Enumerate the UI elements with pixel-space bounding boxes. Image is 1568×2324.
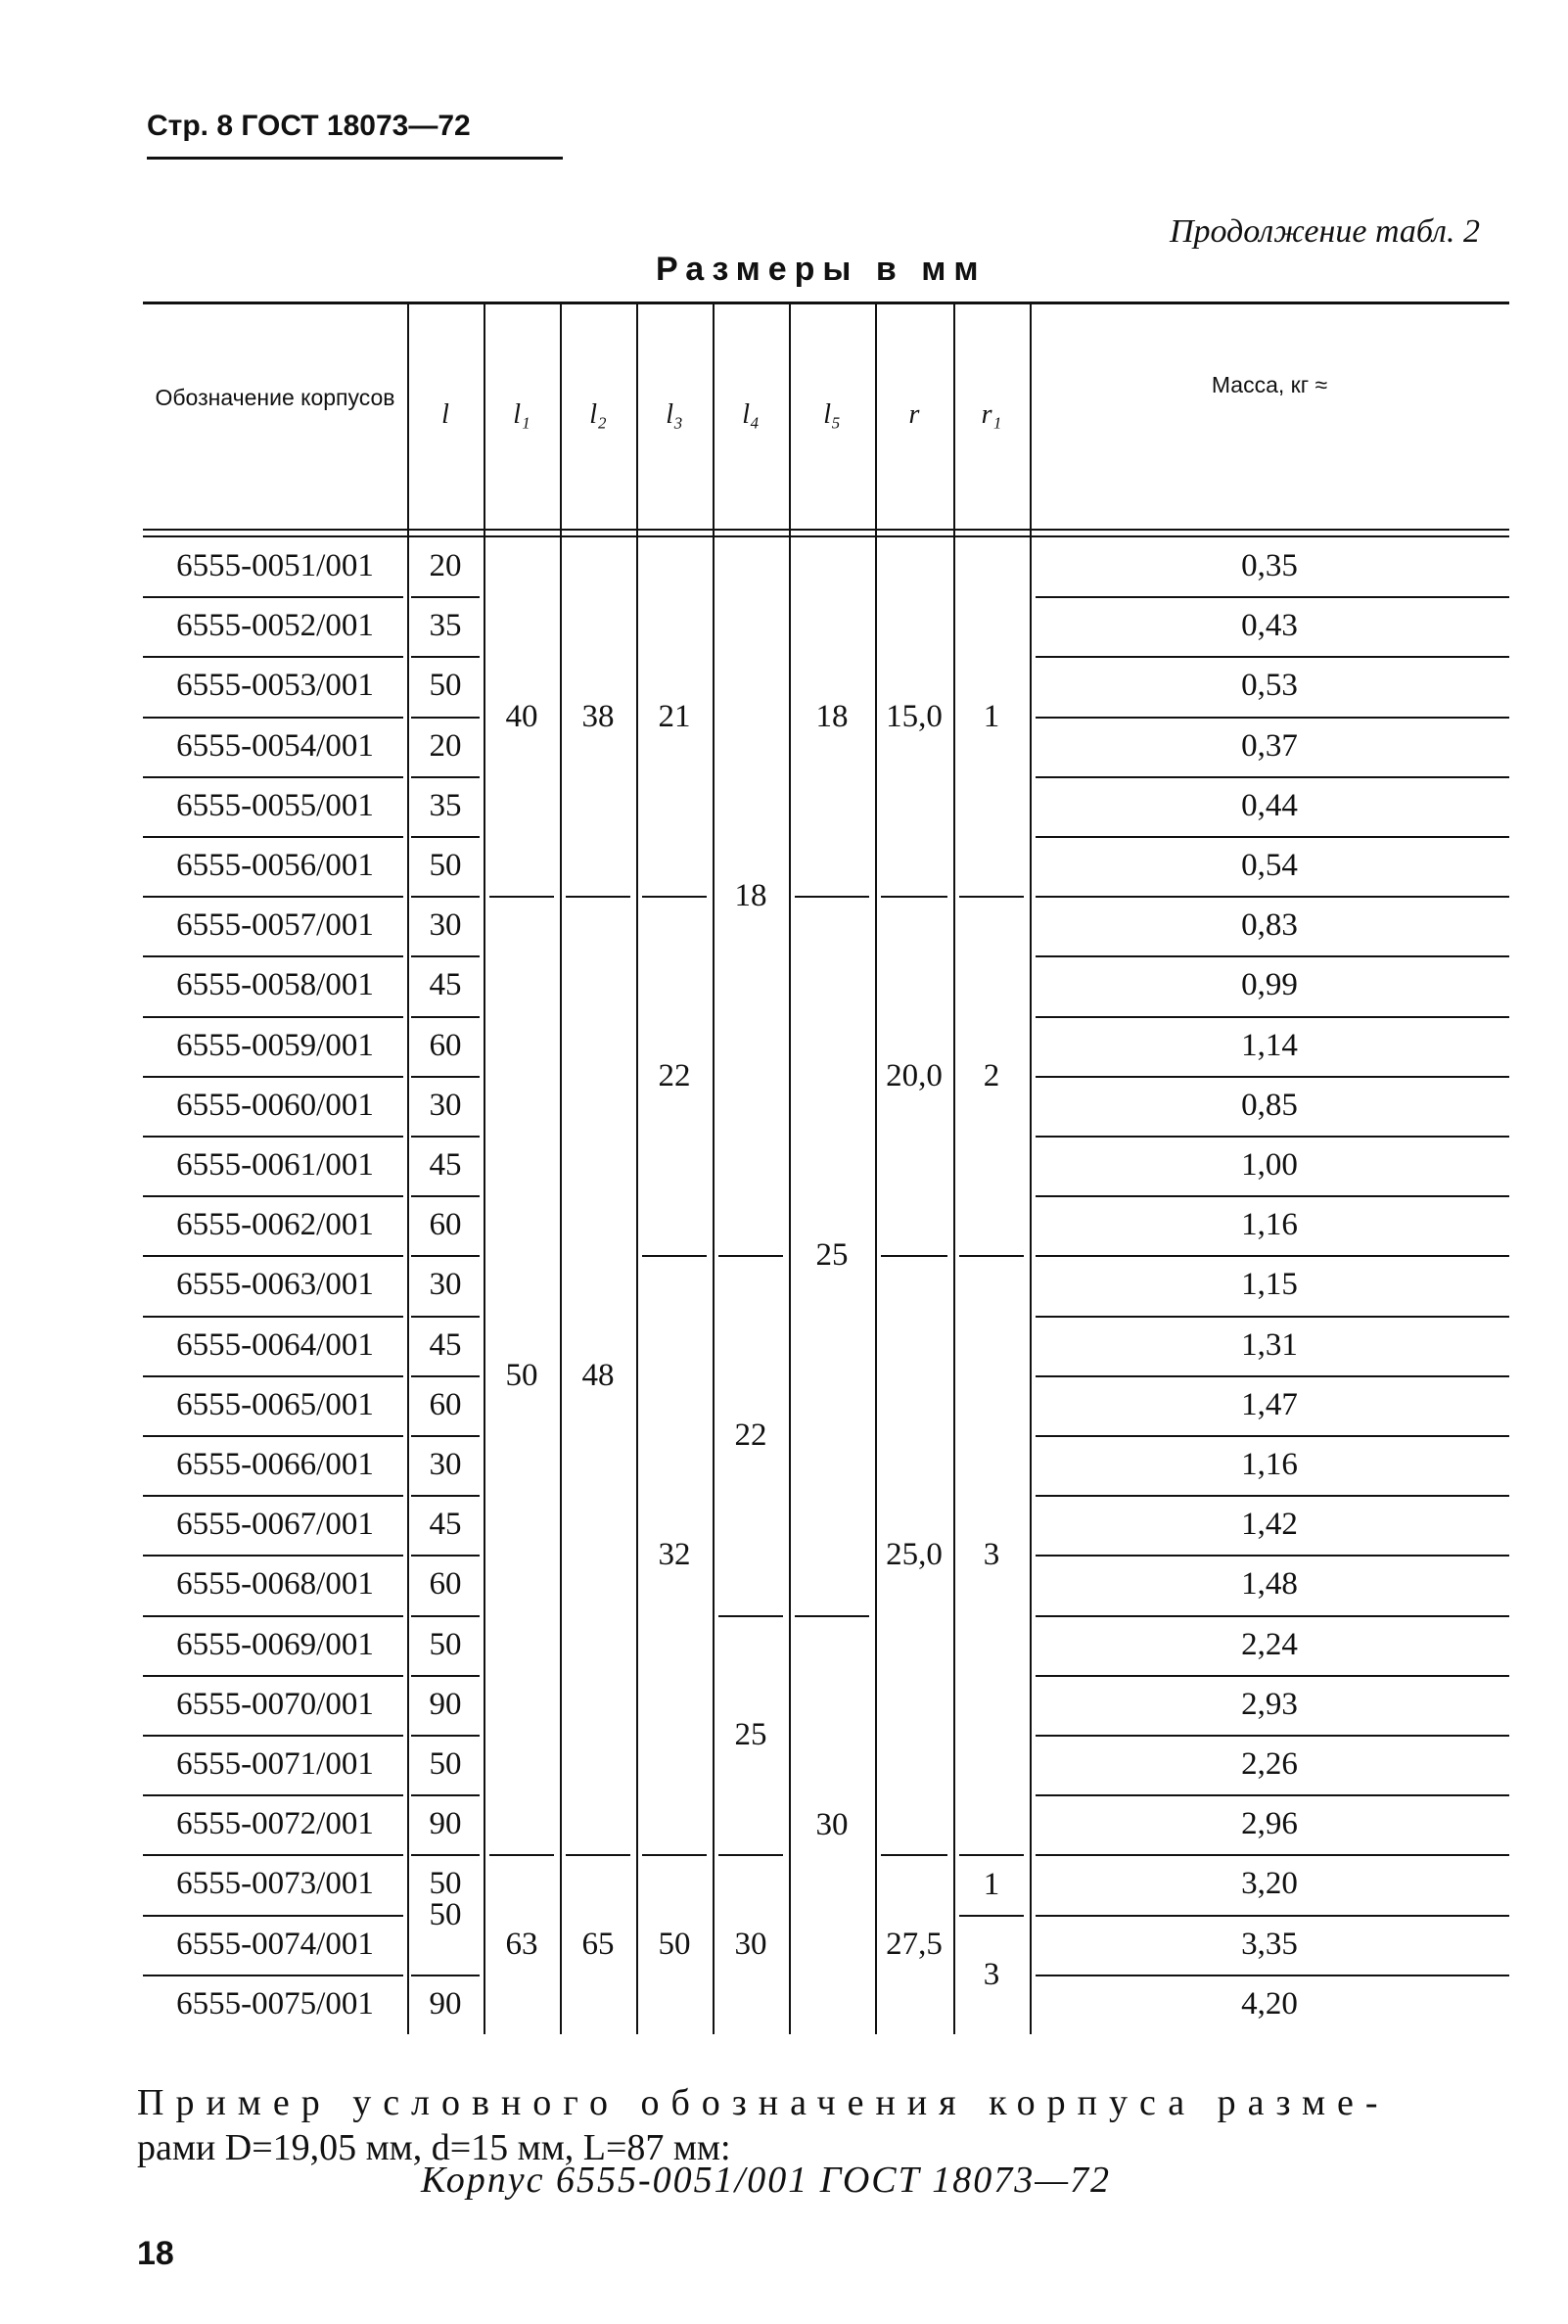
example-designation: Корпус 6555-0051/001 ГОСТ 18073—72 xyxy=(421,2160,1112,2201)
row-rule xyxy=(1036,1975,1509,1976)
row-rule xyxy=(143,1495,403,1497)
table-row-designation: 6555-0072/001 xyxy=(176,1806,374,1842)
table-top-rule xyxy=(143,302,1509,304)
table-row-designation: 6555-0060/001 xyxy=(176,1087,374,1123)
table-group-l3: 21 xyxy=(658,698,691,734)
row-rule xyxy=(143,1555,403,1557)
table-row-mass: 0,99 xyxy=(1241,967,1298,1003)
table-group-l5: 25 xyxy=(815,1237,849,1274)
column-header-l2: l₂ xyxy=(589,399,607,430)
table-group-r: 15,0 xyxy=(886,698,943,734)
row-rule xyxy=(1036,596,1509,598)
table-row-designation: 6555-0051/001 xyxy=(176,548,374,583)
row-rule xyxy=(143,1735,403,1737)
row-rule xyxy=(143,1675,403,1677)
group-rule xyxy=(566,896,630,898)
group-rule xyxy=(959,1915,1024,1917)
column-divider xyxy=(636,303,638,2034)
table-row-l: 45 xyxy=(429,1507,462,1543)
table-group-r1: 1 xyxy=(983,698,1000,734)
table-row-l: 30 xyxy=(429,907,462,944)
row-rule xyxy=(411,1675,480,1677)
row-rule xyxy=(1036,1195,1509,1197)
table-group-l4: 25 xyxy=(734,1717,767,1752)
table-group-l2: 48 xyxy=(581,1357,615,1393)
group-rule xyxy=(881,896,947,898)
table-group-l3: 50 xyxy=(658,1927,691,1963)
group-rule xyxy=(795,1615,869,1617)
row-rule xyxy=(1036,1675,1509,1677)
header-rule xyxy=(147,157,563,160)
row-rule xyxy=(143,1794,403,1796)
table-row-designation: 6555-0070/001 xyxy=(176,1686,374,1722)
table-row-mass: 2,93 xyxy=(1241,1686,1298,1722)
table-row-l: 35 xyxy=(429,787,462,823)
table-row-mass: 0,53 xyxy=(1241,668,1298,704)
page-header: Стр. 8 ГОСТ 18073—72 xyxy=(147,110,471,142)
table-row-mass: 1,47 xyxy=(1241,1386,1298,1422)
table-group-l1: 63 xyxy=(505,1927,538,1963)
table-row-mass: 0,44 xyxy=(1241,787,1298,823)
row-rule xyxy=(143,1615,403,1617)
row-rule xyxy=(1036,656,1509,658)
table-row-designation: 6555-0067/001 xyxy=(176,1507,374,1543)
row-rule xyxy=(411,1794,480,1796)
row-rule xyxy=(1036,1435,1509,1437)
column-header-l: l xyxy=(441,399,449,430)
table-group-r1: 3 xyxy=(983,1537,1000,1573)
table-group-l1: 40 xyxy=(505,698,538,734)
row-rule xyxy=(411,1555,480,1557)
table-merged-l: 50 xyxy=(429,1896,462,1932)
column-header-l5: l₅ xyxy=(823,399,841,430)
table-row-mass: 1,48 xyxy=(1241,1566,1298,1603)
row-rule xyxy=(1036,1136,1509,1138)
header-bottom-rule xyxy=(143,535,1509,537)
table-row-mass: 0,85 xyxy=(1241,1087,1298,1123)
row-rule xyxy=(411,776,480,778)
row-rule xyxy=(1036,1316,1509,1318)
table-group-l5: 30 xyxy=(815,1806,849,1842)
row-rule xyxy=(143,1136,403,1138)
table-row-mass: 2,24 xyxy=(1241,1626,1298,1662)
table-row-mass: 3,20 xyxy=(1241,1866,1298,1902)
table-row-mass: 0,35 xyxy=(1241,548,1298,583)
column-header-r: r xyxy=(908,399,920,430)
page-number: 18 xyxy=(137,2235,174,2272)
column-header-designation: Обозначение корпусов xyxy=(155,385,395,410)
table-group-r1: 1 xyxy=(983,1867,1000,1902)
table-row-l: 90 xyxy=(429,1686,462,1722)
row-rule xyxy=(411,1435,480,1437)
dimensions-table xyxy=(143,302,1509,2036)
column-divider xyxy=(560,303,562,2034)
row-rule xyxy=(411,836,480,838)
table-row-mass: 0,43 xyxy=(1241,608,1298,644)
table-group-l5: 18 xyxy=(815,698,849,734)
table-row-mass: 3,35 xyxy=(1241,1926,1298,1962)
table-group-l2: 65 xyxy=(581,1927,615,1963)
row-rule xyxy=(1036,1735,1509,1737)
table-row-designation: 6555-0065/001 xyxy=(176,1386,374,1422)
table-row-designation: 6555-0066/001 xyxy=(176,1447,374,1482)
column-divider xyxy=(789,303,791,2034)
table-row-mass: 1,42 xyxy=(1241,1507,1298,1543)
row-rule xyxy=(143,1316,403,1318)
table-row-designation: 6555-0063/001 xyxy=(176,1267,374,1303)
table-row-l: 45 xyxy=(429,967,462,1003)
table-row-mass: 1,16 xyxy=(1241,1207,1298,1243)
row-rule xyxy=(411,1076,480,1078)
row-rule xyxy=(411,656,480,658)
row-rule xyxy=(411,1375,480,1377)
table-row-mass: 1,00 xyxy=(1241,1147,1298,1183)
row-rule xyxy=(1036,1076,1509,1078)
table-group-r: 25,0 xyxy=(886,1537,943,1573)
row-rule xyxy=(411,955,480,957)
table-row-designation: 6555-0074/001 xyxy=(176,1926,374,1962)
table-group-l3: 22 xyxy=(658,1057,691,1093)
table-row-l: 20 xyxy=(429,727,462,764)
group-rule xyxy=(881,1255,947,1257)
table-row-l: 60 xyxy=(429,1027,462,1063)
table-row-designation: 6555-0075/001 xyxy=(176,1985,374,2022)
table-row-designation: 6555-0058/001 xyxy=(176,967,374,1003)
row-rule xyxy=(411,1255,480,1257)
table-row-l: 20 xyxy=(429,548,462,583)
row-rule xyxy=(411,596,480,598)
row-rule xyxy=(1036,1915,1509,1917)
column-header-l1: l₁ xyxy=(513,399,530,430)
table-row-mass: 1,14 xyxy=(1241,1027,1298,1063)
table-row-designation: 6555-0061/001 xyxy=(176,1147,374,1183)
table-row-designation: 6555-0068/001 xyxy=(176,1566,374,1603)
table-group-l4: 22 xyxy=(734,1418,767,1453)
row-rule xyxy=(1036,955,1509,957)
row-rule xyxy=(411,1136,480,1138)
group-rule xyxy=(959,1854,1024,1856)
row-rule xyxy=(143,1435,403,1437)
column-divider xyxy=(484,303,485,2034)
table-row-l: 50 xyxy=(429,668,462,704)
table-group-l4: 30 xyxy=(734,1927,767,1963)
row-rule xyxy=(143,1375,403,1377)
table-row-l: 30 xyxy=(429,1087,462,1123)
table-row-mass: 1,16 xyxy=(1241,1447,1298,1482)
column-divider xyxy=(713,303,715,2034)
table-row-l: 60 xyxy=(429,1207,462,1243)
row-rule xyxy=(411,896,480,898)
table-row-mass: 0,54 xyxy=(1241,848,1298,883)
table-row-mass: 1,15 xyxy=(1241,1267,1298,1303)
row-rule xyxy=(143,1915,403,1917)
row-rule xyxy=(1036,717,1509,719)
row-rule xyxy=(411,1016,480,1018)
table-row-l: 60 xyxy=(429,1566,462,1603)
row-rule xyxy=(1036,776,1509,778)
row-rule xyxy=(411,1195,480,1197)
row-rule xyxy=(143,1975,403,1976)
column-header-l4: l₄ xyxy=(742,399,760,430)
row-rule xyxy=(1036,1854,1509,1856)
row-rule xyxy=(1036,896,1509,898)
row-rule xyxy=(1036,1794,1509,1796)
table-group-l1: 50 xyxy=(505,1357,538,1393)
example-line-2: рами D=19,05 мм, d=15 мм, L=87 мм: xyxy=(137,2127,731,2168)
table-row-designation: 6555-0064/001 xyxy=(176,1326,374,1363)
table-row-mass: 2,26 xyxy=(1241,1746,1298,1782)
row-rule xyxy=(143,1195,403,1197)
row-rule xyxy=(143,896,403,898)
group-rule xyxy=(489,896,554,898)
table-row-mass: 1,31 xyxy=(1241,1326,1298,1363)
row-rule xyxy=(411,1735,480,1737)
row-rule xyxy=(143,776,403,778)
table-group-r1: 3 xyxy=(983,1956,1000,1992)
row-rule xyxy=(143,1854,403,1856)
row-rule xyxy=(143,1255,403,1257)
units-caption: Размеры в мм xyxy=(656,251,987,288)
table-row-designation: 6555-0053/001 xyxy=(176,668,374,704)
table-row-designation: 6555-0071/001 xyxy=(176,1746,374,1782)
table-row-l: 50 xyxy=(429,1746,462,1782)
column-divider xyxy=(875,303,877,2034)
table-group-r1: 2 xyxy=(983,1057,1000,1093)
table-row-designation: 6555-0054/001 xyxy=(176,727,374,764)
row-rule xyxy=(1036,1016,1509,1018)
table-row-designation: 6555-0056/001 xyxy=(176,848,374,883)
row-rule xyxy=(411,1316,480,1318)
table-row-mass: 2,96 xyxy=(1241,1806,1298,1842)
group-rule xyxy=(642,1255,707,1257)
table-row-l: 45 xyxy=(429,1147,462,1183)
row-rule xyxy=(1036,1375,1509,1377)
table-row-l: 50 xyxy=(429,1626,462,1662)
row-rule xyxy=(1036,1495,1509,1497)
row-rule xyxy=(411,1854,480,1856)
table-row-designation: 6555-0059/001 xyxy=(176,1027,374,1063)
row-rule xyxy=(143,717,403,719)
group-rule xyxy=(718,1255,783,1257)
group-rule xyxy=(642,896,707,898)
table-row-l: 50 xyxy=(429,848,462,883)
group-rule xyxy=(489,1854,554,1856)
table-row-mass: 0,37 xyxy=(1241,727,1298,764)
group-rule xyxy=(642,1854,707,1856)
row-rule xyxy=(411,717,480,719)
group-rule xyxy=(881,1854,947,1856)
column-header-mass: Масса, кг ≈ xyxy=(1211,372,1328,397)
table-row-designation: 6555-0055/001 xyxy=(176,787,374,823)
table-continuation: Продолжение табл. 2 xyxy=(1169,213,1480,250)
group-rule xyxy=(959,1255,1024,1257)
group-rule xyxy=(718,1615,783,1617)
row-rule xyxy=(143,955,403,957)
column-divider xyxy=(953,303,955,2034)
row-rule xyxy=(143,656,403,658)
table-row-l: 50 xyxy=(429,1866,462,1902)
row-rule xyxy=(1036,836,1509,838)
table-row-designation: 6555-0062/001 xyxy=(176,1207,374,1243)
table-row-mass: 0,83 xyxy=(1241,907,1298,944)
table-group-l3: 32 xyxy=(658,1537,691,1573)
column-header-l3: l₃ xyxy=(666,399,683,430)
row-rule xyxy=(1036,1255,1509,1257)
table-row-l: 30 xyxy=(429,1267,462,1303)
row-rule xyxy=(411,1615,480,1617)
group-rule xyxy=(566,1854,630,1856)
row-rule xyxy=(1036,1615,1509,1617)
table-row-l: 90 xyxy=(429,1985,462,2022)
example-line-1: Пример условного обозначения корпуса разме- xyxy=(137,2082,1390,2123)
row-rule xyxy=(143,1016,403,1018)
table-row-designation: 6555-0057/001 xyxy=(176,907,374,944)
table-row-designation: 6555-0069/001 xyxy=(176,1626,374,1662)
table-row-designation: 6555-0052/001 xyxy=(176,608,374,644)
table-row-mass: 4,20 xyxy=(1241,1985,1298,2022)
table-row-l: 90 xyxy=(429,1806,462,1842)
example-text xyxy=(137,2080,1507,2170)
table-group-l4: 18 xyxy=(734,878,767,914)
table-group-r: 27,5 xyxy=(886,1927,943,1963)
header-bottom-rule xyxy=(143,529,1509,531)
group-rule xyxy=(795,896,869,898)
row-rule xyxy=(411,1495,480,1497)
table-row-l: 60 xyxy=(429,1386,462,1422)
table-row-l: 45 xyxy=(429,1326,462,1363)
row-rule xyxy=(143,836,403,838)
row-rule xyxy=(143,596,403,598)
group-rule xyxy=(718,1854,783,1856)
table-row-l: 35 xyxy=(429,608,462,644)
group-rule xyxy=(959,896,1024,898)
column-header-r1: r₁ xyxy=(981,399,1002,430)
row-rule xyxy=(143,1076,403,1078)
table-row-designation: 6555-0073/001 xyxy=(176,1866,374,1902)
table-group-r: 20,0 xyxy=(886,1057,943,1093)
table-row-l: 30 xyxy=(429,1447,462,1482)
table-group-l2: 38 xyxy=(581,698,615,734)
row-rule xyxy=(411,1975,480,1976)
row-rule xyxy=(1036,1555,1509,1557)
